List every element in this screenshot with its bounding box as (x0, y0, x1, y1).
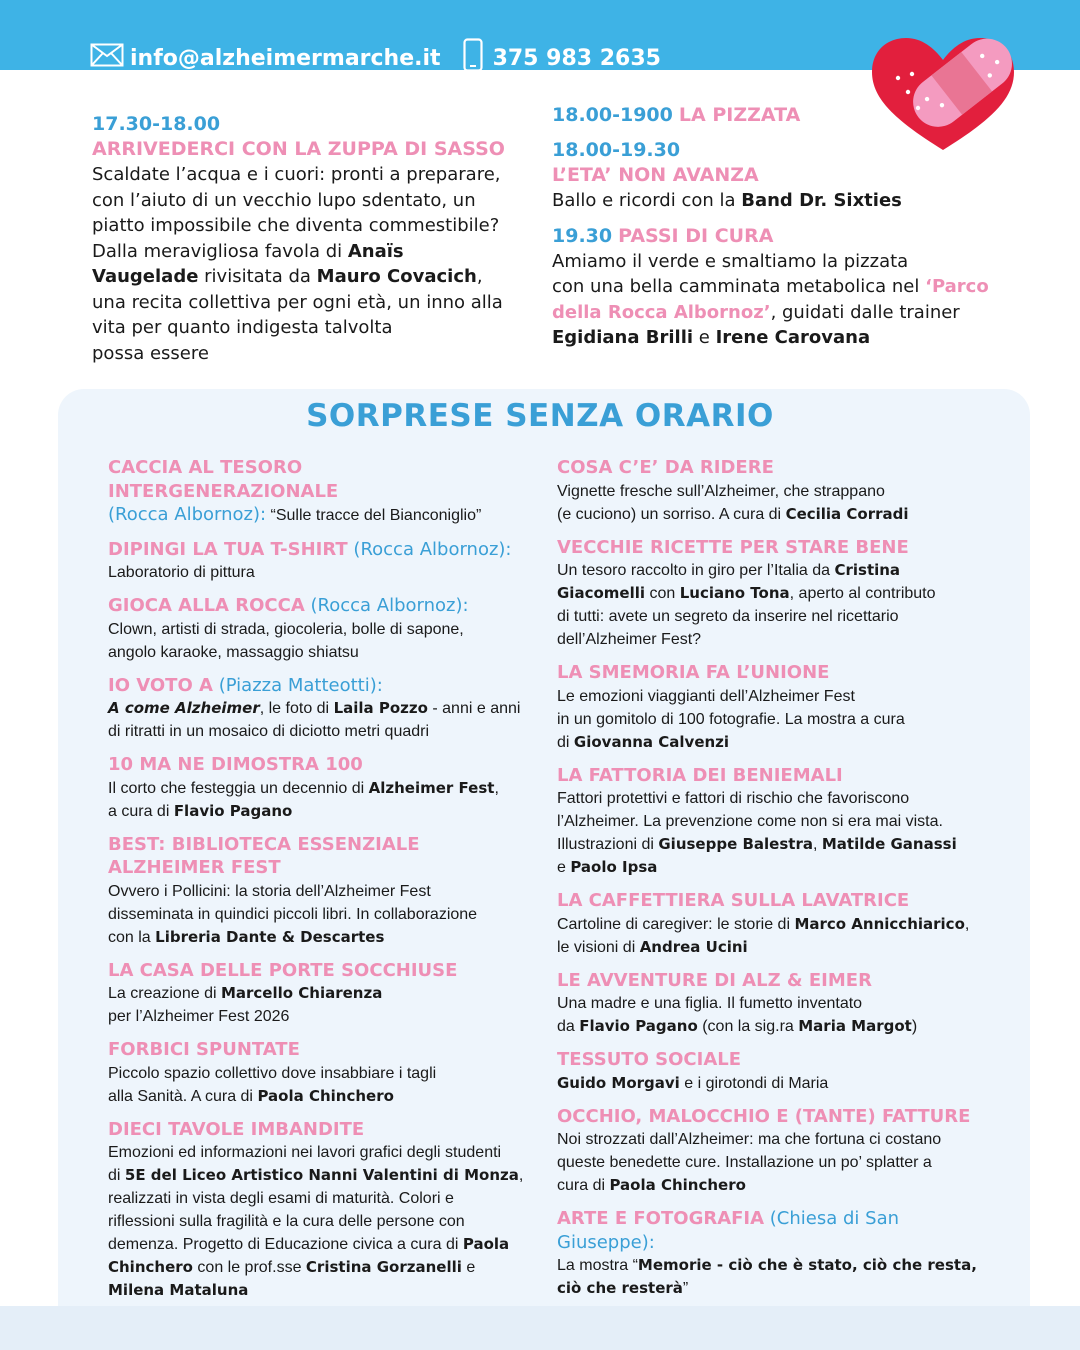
bottom-band (0, 1306, 1080, 1350)
surprise-item (557, 764, 987, 880)
text-line (108, 1062, 528, 1085)
item-description (108, 618, 528, 664)
text-line (92, 213, 532, 239)
item-description (108, 982, 528, 1028)
bold-name: Band Dr. Sixties (741, 190, 902, 211)
item-title-text: LA SMEMORIA FA L’UNIONE (557, 662, 830, 683)
text-line (108, 720, 528, 743)
text-line (92, 264, 532, 290)
text-segment: di ritratti in un mosaico di diciotto metri quadri (108, 723, 430, 740)
bold-name: Chinchero (108, 1258, 193, 1276)
item-description (108, 1141, 528, 1302)
text-segment: a cura di (108, 802, 174, 820)
text-segment: , (476, 266, 483, 287)
bold-name: Anaïs (347, 240, 404, 262)
text-line (557, 1151, 987, 1174)
text-segment: angolo karaoke, massaggio shiatsu (108, 643, 359, 661)
text-segment: e (557, 859, 571, 876)
text-line (557, 833, 987, 856)
text-line (552, 188, 1022, 214)
bold-name: Memorie - ciò che è stato, ciò che resta, (637, 1256, 977, 1274)
text-segment: Clown, artisti di strada, giocoleria, bolle di sapone, (108, 620, 464, 638)
event-heading (552, 224, 1022, 249)
schedule-event (552, 103, 1022, 128)
text-line (552, 249, 1022, 275)
text-segment: (e cuciono) un sorriso. A cura di (557, 505, 786, 523)
item-location: (Piazza Matteotti): (212, 674, 383, 696)
event-time: 18.00-19.30 (552, 139, 681, 161)
text-segment: Ballo e ricordi con la (552, 190, 742, 211)
text-line (557, 685, 987, 708)
bold-name: Giuseppe Balestra (658, 835, 813, 853)
bold-name: Paola (462, 1235, 510, 1253)
text-segment: Dalla meravigliosa favola di (92, 240, 348, 262)
text-line (108, 1256, 528, 1279)
text-segment: cura di (557, 1177, 610, 1194)
event-description (92, 162, 532, 366)
item-location: (Rocca Albornoz): (347, 538, 512, 560)
bold-name: Cecilia Corradi (785, 504, 909, 523)
item-title (108, 959, 528, 983)
schedule-event (552, 138, 1022, 214)
text-segment: l’Alzheimer. La prevenzione come non si era mai vista. (557, 813, 943, 830)
text-segment: e (461, 1259, 476, 1276)
text-segment: Vignette fresche sull’Alzheimer, che strappano (557, 482, 885, 500)
schedule-event (552, 224, 1022, 351)
text-segment: queste benedette cure. Installazione un po’ splatter a (557, 1154, 932, 1171)
panel-title: SORPRESE SENZA ORARIO (306, 398, 774, 434)
item-title (108, 1038, 528, 1062)
text-line (92, 290, 532, 316)
text-line (557, 480, 987, 503)
highlight-place: ‘Parco (925, 276, 989, 297)
text-line (92, 239, 532, 265)
bold-name: Flavio Pagano (579, 1017, 698, 1035)
event-title: L’ETA’ NON AVANZA (552, 164, 759, 186)
text-line (557, 503, 987, 526)
text-line (92, 188, 532, 214)
item-description (557, 685, 987, 754)
surprise-item (108, 959, 528, 1029)
item-title-text: DIPINGI LA TUA T-SHIRT (108, 538, 348, 560)
item-title-line2: ALZHEIMER FEST (108, 857, 281, 878)
item-title-text: LA CAFFETTIERA SULLA LAVATRICE (557, 890, 910, 911)
text-segment: Il corto che festeggia un decennio di (108, 779, 369, 797)
bold-name: Paola Chinchero (609, 1176, 746, 1194)
text-line (557, 856, 987, 879)
text-line (557, 605, 987, 628)
item-title (557, 456, 987, 480)
item-title (108, 674, 528, 698)
item-title (108, 833, 528, 857)
schedule-left-column (92, 112, 532, 366)
bold-name: Cristina Gorzanelli (305, 1258, 462, 1276)
item-title (557, 969, 987, 993)
bold-name: Luciano Tona (679, 584, 790, 602)
item-title-text: CACCIA AL TESORO INTERGENERAZIONALE (108, 457, 339, 502)
text-line (108, 1187, 528, 1210)
text-segment: le visioni di (557, 938, 640, 956)
text-line (108, 618, 528, 641)
text-segment: Piccolo spazio collettivo dove insabbiare i tagli (108, 1064, 437, 1082)
text-line (557, 1277, 987, 1300)
text-segment: (con la sig.ra (697, 1018, 799, 1035)
event-heading (552, 138, 1022, 163)
text-line (108, 1085, 528, 1108)
text-segment: Noi strozzati dall’Alzheimer: ma che fortuna ci costano (557, 1131, 942, 1148)
text-segment: , aperto al contributo (789, 585, 936, 602)
item-title-text: OCCHIO, MALOCCHIO E (TANTE) FATTURE (557, 1105, 971, 1127)
surprises-right-column (557, 456, 987, 1310)
item-description (557, 1072, 987, 1095)
bold-name: Paola Chinchero (257, 1086, 394, 1105)
text-segment: una recita collettiva per ogni età, un inno alla (92, 291, 503, 313)
bold-name: Matilde Ganassi (821, 835, 957, 853)
text-line (557, 628, 987, 651)
text-segment: dell’Alzheimer Fest? (557, 631, 702, 648)
text-segment: rivisitata da (198, 266, 317, 287)
text-line (557, 810, 987, 833)
text-segment: Illustrazioni di (557, 836, 659, 853)
email-link[interactable]: info@alzheimermarche.it (130, 45, 441, 71)
bold-name: Libreria Dante & Descartes (155, 927, 385, 946)
item-title-text: IO VOTO A (108, 674, 213, 696)
text-segment: piatto impossibile che diventa commestibile? (92, 215, 500, 236)
bold-name: Guido Morgavi (557, 1073, 680, 1092)
bold-name: Giovanna Calvenzi (573, 732, 730, 751)
text-segment: Ovvero i Pollicini: la storia dell’Alzheimer Fest (108, 882, 431, 900)
surprise-item (108, 538, 528, 585)
item-title-text: ARTE E FOTOGRAFIA (557, 1208, 765, 1229)
surprise-item (108, 753, 528, 823)
item-title (557, 1105, 987, 1129)
item-description (557, 1128, 987, 1197)
event-description (552, 249, 1022, 351)
text-segment: con una bella camminata metabolica nel (552, 276, 926, 297)
event-title: LA PIZZATA (678, 104, 801, 126)
event-time: 19.30 (552, 224, 613, 247)
bold-name: Irene Carovana (715, 327, 871, 348)
bold-name: 5E del Liceo Artistico Nanni Valentini di Monza (124, 1166, 519, 1184)
item-description (108, 697, 528, 743)
text-line (108, 641, 528, 664)
text-segment: demenza. Progetto di Educazione civica a cura di (108, 1236, 463, 1253)
text-line (557, 1015, 987, 1038)
item-description (557, 992, 987, 1038)
text-line (557, 559, 987, 582)
text-line (108, 1233, 528, 1256)
text-segment: Laboratorio di pittura (108, 564, 255, 581)
item-location-line (108, 503, 528, 528)
bold-name: Alzheimer Fest (368, 778, 495, 797)
bold-name: Paolo Ipsa (570, 858, 658, 876)
item-location: (Rocca Albornoz): (108, 504, 267, 525)
item-location: (Rocca Albornoz): (304, 595, 469, 616)
item-title (557, 1048, 987, 1072)
text-line (108, 926, 528, 949)
text-line (552, 300, 1022, 326)
item-title (108, 594, 528, 618)
item-title (557, 661, 987, 685)
surprise-item (557, 661, 987, 754)
text-line (108, 1210, 528, 1233)
surprise-item (557, 969, 987, 1039)
bold-name: Cristina (834, 561, 901, 579)
item-title-text: DIECI TAVOLE IMBANDITE (108, 1118, 365, 1140)
item-title (557, 1207, 987, 1254)
text-segment: con la (108, 928, 156, 946)
item-title-text: VECCHIE RICETTE PER STARE BENE (557, 536, 909, 558)
text-segment: , (812, 836, 822, 853)
text-segment: Fattori protettivi e fattori di rischio che favoriscono (557, 790, 910, 807)
text-line (92, 341, 532, 367)
text-segment: e i girotondi di Maria (679, 1074, 829, 1092)
text-segment: , (494, 779, 499, 797)
text-segment: Una madre e una figlia. Il fumetto inventato (557, 995, 863, 1012)
item-description (557, 480, 987, 526)
item-title-text: LE AVVENTURE DI ALZ & EIMER (557, 969, 872, 991)
text-segment: La mostra “ (557, 1257, 638, 1274)
event-title: ARRIVEDERCI CON LA ZUPPA DI SASSO (92, 138, 505, 160)
text-segment: , (964, 915, 970, 933)
item-title (108, 1118, 528, 1142)
item-description (557, 787, 987, 879)
event-description (552, 188, 1022, 214)
text-line (557, 1128, 987, 1151)
bold-name: Flavio Pagano (173, 801, 293, 820)
text-line (552, 274, 1022, 300)
text-segment: di (108, 1167, 125, 1184)
text-line (108, 903, 528, 926)
text-line (557, 708, 987, 731)
text-segment: ) (911, 1018, 918, 1035)
bold-name: Marcello Chiarenza (220, 984, 383, 1002)
surprise-item (557, 889, 987, 959)
surprise-item (557, 536, 987, 652)
item-description (108, 880, 528, 949)
event-heading (552, 103, 1022, 128)
text-line (108, 800, 528, 823)
text-segment: Amiamo il verde e smaltiamo la pizzata (552, 250, 909, 272)
item-subtitle: “Sulle tracce del Bianconiglio” (266, 507, 482, 524)
text-segment: Un tesoro raccolto in giro per l’Italia da (557, 562, 835, 579)
surprise-item (557, 1048, 987, 1095)
text-segment: in un gomitolo di 100 fotografie. La mostra a cura (557, 710, 905, 728)
surprise-item (108, 1038, 528, 1108)
text-line (557, 787, 987, 810)
text-line (557, 1174, 987, 1197)
envelope-icon (90, 43, 124, 73)
surprise-item (108, 833, 528, 949)
contact-info (90, 38, 661, 78)
event-title: PASSI DI CURA (618, 224, 774, 247)
text-segment: riflessioni sulla fragilità e la cura delle persone con (108, 1213, 465, 1230)
bold-name: Marco Annicchiarico (794, 914, 965, 933)
schedule-right-column (552, 103, 1022, 361)
item-title (108, 456, 528, 503)
event-time: 18.00-1900 (552, 104, 673, 126)
item-title (108, 538, 528, 562)
text-line (557, 913, 987, 936)
event-time: 17.30-18.00 (92, 113, 221, 135)
item-title-text: 10 MA NE DIMOSTRA 100 (108, 754, 363, 775)
text-segment: La creazione di (108, 985, 221, 1002)
text-segment: vita per quanto indigesta talvolta (92, 317, 393, 338)
text-line (108, 1279, 528, 1302)
text-line (108, 880, 528, 903)
item-description (108, 777, 528, 823)
bold-name: Egidiana Brilli (552, 327, 694, 348)
item-title (557, 536, 987, 560)
text-line (557, 992, 987, 1015)
text-segment: realizzati in vista degli esami di maturità. Colori e (108, 1190, 454, 1207)
text-segment: Scaldate l’acqua e i cuori: pronti a preparare, (92, 164, 501, 185)
phone-link[interactable]: 375 983 2635 (492, 45, 661, 71)
highlight-place: della Rocca Albornoz’ (552, 301, 771, 323)
text-segment: e (693, 327, 716, 348)
smartphone-icon (463, 38, 483, 78)
item-description (108, 1062, 528, 1108)
item-title-text: TESSUTO SOCIALE (557, 1049, 742, 1070)
item-title (557, 889, 987, 913)
item-description (557, 1254, 987, 1300)
text-segment: con l’aiuto di un vecchio lupo sdentato, un (92, 189, 476, 211)
text-segment: Le emozioni viaggianti dell’Alzheimer Fest (557, 687, 855, 705)
item-title-text: BEST: BIBLIOTECA ESSENZIALE (108, 833, 420, 855)
text-segment: di (557, 733, 574, 751)
item-title-text: FORBICI SPUNTATE (108, 1039, 300, 1060)
text-line (108, 982, 528, 1005)
text-segment: di tutti: avete un segreto da inserire nel ricettario (557, 608, 899, 625)
text-segment: alla Sanità. A cura di (108, 1087, 258, 1105)
surprise-item (108, 456, 528, 528)
text-line (108, 1164, 528, 1187)
item-description (108, 561, 528, 584)
item-title-text: COSA C’E’ DA RIDERE (557, 457, 774, 478)
text-line (108, 777, 528, 800)
text-segment: da (557, 1018, 580, 1035)
text-segment: , guidati dalle trainer (770, 301, 960, 323)
item-title (557, 764, 987, 788)
text-segment: Emozioni ed informazioni nei lavori grafici degli studenti (108, 1144, 502, 1161)
surprise-item (557, 1105, 987, 1198)
text-line (557, 936, 987, 959)
text-line (557, 1072, 987, 1095)
text-segment: - anni e anni (427, 700, 521, 717)
text-line (108, 1141, 528, 1164)
text-segment: disseminata in quindici piccoli libri. In collaborazione (108, 905, 478, 923)
surprises-left-column (108, 456, 528, 1312)
text-segment: per l’Alzheimer Fest 2026 (108, 1008, 290, 1025)
text-line (557, 582, 987, 605)
text-line (92, 162, 532, 188)
text-segment: , le foto di (259, 700, 334, 717)
text-line (557, 1254, 987, 1277)
text-segment: Cartoline di caregiver: le storie di (557, 915, 795, 933)
bold-name: Andrea Ucini (639, 937, 748, 956)
surprise-item (108, 1118, 528, 1303)
item-title-text: GIOCA ALLA ROCCA (108, 595, 305, 616)
item-title (108, 753, 528, 777)
bold-name: Giacomelli (557, 584, 646, 602)
bold-name: A come Alzheimer (108, 699, 260, 717)
bold-name: Milena Mataluna (108, 1281, 249, 1299)
item-title-text: LA CASA DELLE PORTE SOCCHIUSE (108, 959, 458, 981)
surprise-item (557, 1207, 987, 1300)
text-segment: con le prof.sse (192, 1259, 306, 1276)
text-line (552, 325, 1022, 351)
item-description (557, 913, 987, 959)
item-location: (Chiesa di San Giuseppe): (557, 1208, 900, 1253)
text-segment: ” (682, 1280, 689, 1297)
text-line (92, 315, 532, 341)
bold-name: Maria Margot (798, 1017, 912, 1035)
item-title-text: LA FATTORIA DEI BENIEMALI (557, 764, 843, 786)
surprise-item (557, 456, 987, 526)
item-description (557, 559, 987, 651)
text-segment: , (518, 1167, 524, 1184)
bold-name: Mauro Covacich (316, 266, 477, 287)
surprise-item (108, 594, 528, 664)
text-line (108, 561, 528, 584)
text-line (108, 697, 528, 720)
bold-name: ciò che resterà (557, 1279, 683, 1297)
bold-name: Vaugelade (92, 266, 199, 287)
text-segment: con (645, 585, 680, 602)
surprise-item (108, 674, 528, 744)
bold-name: Laila Pozzo (333, 699, 428, 717)
text-line (108, 1005, 528, 1028)
text-line (557, 731, 987, 754)
text-segment: possa essere (92, 342, 209, 364)
